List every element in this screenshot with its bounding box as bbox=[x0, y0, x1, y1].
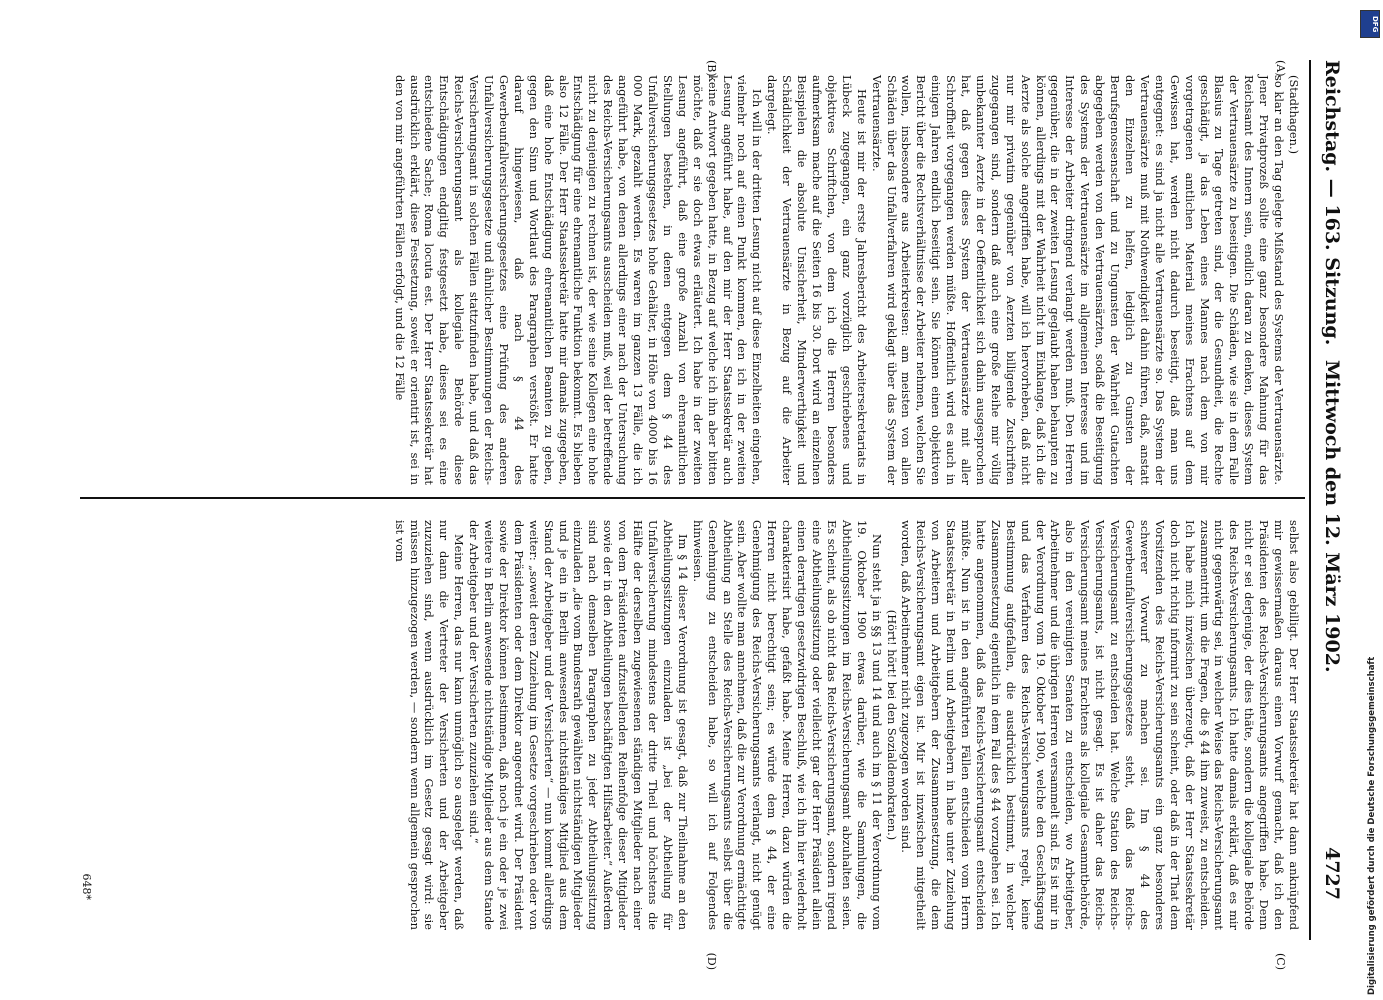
margin-marker-b: (B) bbox=[705, 60, 718, 77]
speaker-note: (Stadthagen.) bbox=[1287, 75, 1301, 155]
right-column bbox=[392, 520, 1301, 930]
page-header bbox=[1313, 60, 1343, 940]
dfg-logo: DFG bbox=[1360, 10, 1380, 38]
margin-marker-d: (D) bbox=[705, 952, 718, 970]
right-paragraph: Im § 14 dieser Verordnung ist gesagt, daß zur Theilnahme an den Abtheilungssitzungen einzuladen ist „bei der Abtheilung für Unfallversicherung mindestens der dritte Theil und höchstens die Hälfte der derselben zugewiesenen ständigen Mitglieder nach einer von dem Präsidenten aufzustellenden Reihenfolge dieser Mitglieder sowie der in den Abtheilungen beschäftigten Hilfsarbeiter.“ Außerdem sind nach demselben Paragraphen zu jeder Abtheilungssitzung einzuladen „die vom Bundesrath gewählten nichtständigen Mitglieder und je ein in Berlin anwesendes nichtständiges Mitglied aus dem Stand der Arbeitgeber und der Versicherten“ — nun kommt allerdings weiter: „soweit deren Zuziehung im Gesetze vorgeschrieben oder von dem Präsidenten oder dem Direktor angeordnet wird. Der Präsident sowie der Direktor können bestimmen, daß noch je ein oder je zwei weitere in Berlin anwesende nichtständige Mitglieder aus dem Stande der Arbeitgeber und der Versicherten zuzuziehen sind.“ bbox=[467, 520, 690, 930]
left-paragraph: so klar an den Tag gelegte Mißstand des Systems der Vertrauensärzte. Jener Privatprozeß sollte eine ganz besondere Mahnung für das Reichsamt des Innern sein, endlich daran zu denken, dieses System der Vertrauensärzte zu beseitigen. Die Schäden, wie sie in dem Falle Blasius zu Tage getreten sind, der die Gesundheit, die Rechte geschädigt, ja das Leben eines Mannes nach dem von mir vorgetragenen amtlichen Material meines Erachtens auf dem Gewissen hat, werden nicht dadurch beseitigt, daß man uns entgegnet: es sind ja nicht alle Vertrauensärzte so. Das System der Vertrauensärzte muß mit Nothwendigkeit dahin führen, daß, anstatt den Einzelnen zu helfen, lediglich zu Gunsten der Berufsgenossenschaft und zu Ungunsten der Wahrheit Gutachten abgegeben werden von den Vertrauensärzten, sodaß die Beseitigung des Systems der Vertrauensärzte im allgemeinen Interesse und im Interesse der Arbeiter dringend verlangt werden muß. Den Herren gegenüber, die in der zweiten Lesung geglaubt haben behaupten zu können, allerdings mit der Wahrheit nicht im Einklange, daß ich die Aerzte als solche angegriffen habe, will ich hervorheben, daß nicht nur mir privatim gegenüber von Aerzten billigende Zuschriften zugegangen sind, sondern daß auch eine große Reihe mir völlig unbekannter Aerzte in der Oeffentlichkeit sich dahin ausgesprochen hat, daß gegen dieses System der Vertrauensärzte mit aller Schroffheit vorgegangen werden müßte. Hoffentlich wird es auch in einigen Jahren endlich beseitigt sein. Sie können einen objektiven Bericht über die Rechtsverhältnisse der Arbeiter nehmen, welchen Sie wollen, insbesondere aus Arbeiterkreisen: am meisten von allen Schäden über das Unfallverfahren wird geklagt über das System der Vertrauensärzte. bbox=[869, 75, 1287, 485]
left-paragraph: Ich will in der dritten Lesung nicht auf diese Einzelheiten eingehen, vielmehr noch auf einen Punkt kommen, den ich in der zweiten Lesung angeführt habe, auf den mir der Herr Staatssekretär auch keine Antwort gegeben hatte, in Bezug auf welche ich ihn aber bitten möchte, daß er sie doch etwas erläutert. Ich habe in der zweiten Lesung angeführt, daß eine große Anzahl von ehrenamtlichen Stellungen bestehen, in denen entgegen dem § 44 des Unfallversicherungsgesetzes hohe Gehälter, in Höhe von 4000 bis 16 000 Mark, gezahlt werden. Es waren im ganzen 13 Fälle, die ich angeführt habe, von denen allerdings einer nach der Untersuchung des Reichs-Versicherungsamts ausscheiden muß, weil der betreffende nicht zu denjenigen zu rechnen ist, der wie seine Kollegen eine hohe Entschädigung für eine ehrenamtliche Funktion bekommt. Es blieben also 12 Fälle. Der Herr Staatssekretär hatte mir damals zugegeben, daß eine hohe Entschädigung ehrenamtlichen Beamten zu geben, gegen den Sinn und Wortlaut des Paragraphen verstößt. Er hatte darauf hingewiesen, daß nach § 44 des Gewerbeunfallversicherungsgesetzes eine Prüfung des anderen Unfallversicherungsgesetze und ähnlicher Bestimmungen der Reichs-Versicherungsamt in solchen Fällen stattzufinden habe, und daß das Reichs-Versicherungsamt als kollegiale Behörde diese Entschädigungen endgiltig festgesetzt habe, dieses sei es eine entschiedene Sache; Roma locuta est. Der Herr Staatssekretär hat ausdrücklich erklärt, diese Festsetzung, soweit er orientirt ist, sei in den von mir angeführten Fällen erfolgt, und die 12 Fälle bbox=[392, 75, 765, 485]
interjection: (Hört! hört! bei den Sozialdemokraten.) bbox=[884, 609, 899, 841]
margin-marker-c: (C) bbox=[1274, 953, 1287, 970]
header-rule bbox=[1309, 60, 1311, 940]
right-paragraph: selbst also gebilligt. Der Herr Staatssekretär hat dann anknüpfend mir gewissermaßen daraus einen Vorwurf gemacht, daß ich den Präsidenten des Reichs-Versicherungsamts angegriffen habe. Denn nicht er sei derjenige, der dies thäte, sondern die kollegiale Behörde des Reichs-Versicherungsamts. Ich hatte damals erklärt, daß es mir nicht gegenwärtig sei, in welcher Weise das Reichs-Versicherungsamt zusammentritt, um die Fragen, die § 44 ihm zuweist, zu entscheiden. Ich habe mich inzwischen überzeugt, daß der Herr Staatssekretär doch nicht richtig informirt zu sein scheint, oder daß in der That dem Vorsitzenden des Reichs-Versicherungsamts ein ganz besonderes schwerer Vorwurf zu machen sei. Im § 44 des Gewerbeunfallversicherungsgesetzes steht, daß das Reichs-Versicherungsamt zu entscheiden hat. Welche Station des Reichs-Versicherungsamts, ist nicht gesagt. Es ist daher das Reichs-Versicherungsamt meines Erachtens als kollegiale Gesammtbehörde, also in den vereinigten Senaten zu entscheiden, wo Arbeitgeber, Arbeitnehmer und die übrigen Herren versammelt sind. Es ist mir in der Verordnung vom 19. Oktober 1900, welche den Geschäftsgang und das Verfahren des Reichs-Versicherungsamts regelt, keine Bestimmung aufgefallen, die ausdrücklich bestimmt, in welcher Zusammensetzung eigentlich in dem Fall des § 44 vorzugehen sei. Ich hatte angenommen, daß das Reichs-Versicherungsamt entscheiden müßte. Nun ist in den angeführten Fällen entschieden vom Herrn Staatssekretär in Berlin und Arbeitgebern in habe unter Zuziehung von Arbeitern und Arbeitgebern der Zusammensetzung, die dem Reichs-Versicherungsamt eigen ist. Mir ist inzwischen mitgetheilt worden, daß Arbeitnehmer nicht zugezogen worden sind. bbox=[899, 520, 1301, 930]
page-number: 4727 bbox=[1321, 847, 1343, 900]
left-paragraph: Heute ist mir der erste Jahresbericht des Arbeitersekretariats in Lübeck zugegangen, ein ganz vorzüglich geschriebenes und objektives Schriftchen, von dem ich die Herren besonders aufmerksam mache auf die Seiten 16 bis 30. Dort wird an einzelnen Beispielen die absolute Unsicherheit, Minderwerthigkeit und Schädlichkeit der Vertrauensärzte in Bezug auf die Arbeiter dargelegt. bbox=[765, 75, 869, 485]
digitization-credit: Digitalisierung gefördert durch die Deutsche Forschungsgemeinschaft bbox=[1367, 656, 1377, 995]
left-column bbox=[392, 75, 1301, 485]
header-left: Reichstag. — 163. Sitzung. bbox=[1321, 60, 1343, 346]
right-paragraph: Meine Herren, das nur kann unmöglich so ausgelegt werden, daß nur dann die Vertreter der Versicherten und der Arbeitgeber zuzuziehen sind, wenn ausdrücklich im Gesetz gesagt wird: sie müssen hinzugezogen werden, — sondern wenn allgemein gesprochen ist vom bbox=[392, 520, 467, 930]
right-paragraph: Nun steht ja in §§ 13 und 14 und auch im § 11 der Verordnung vom 19. Oktober 1900 etwas darüber, wie die Sammlungen, die Abtheilungssitzungen im Reichs-Versicherungsamt abzuhalten seien. Es scheint, als ob nicht das Reichs-Versicherungsamt, sondern irgend eine Abtheilungssitzung oder vielleicht gar der Herr Präsident allein einen derartigen gesetzwidrigen Beschluß, wie ich ihn hier wiederholt charakterisirt habe, gefaßt habe. Meine Herren, dazu würden die Herren nicht berechtigt sein; es würde dem § 44, der eine Genehmigung des Reichs-Versicherungsamts verlangt, nicht genügt sein. Aber wollte man annehmen, daß die zur Verordnung ermächtigte Abtheilung an Stelle des Reichs-Versicherungsamts selbst über die Genehmigung zu entscheiden habe, so will ich auf Folgendes hinweisen. bbox=[690, 520, 884, 930]
column-divider bbox=[80, 497, 1305, 499]
signature-mark: 648* bbox=[80, 873, 93, 900]
header-date: Mittwoch den 12. März 1902. bbox=[1321, 360, 1343, 673]
margin-marker-a: (A) bbox=[1274, 60, 1287, 77]
